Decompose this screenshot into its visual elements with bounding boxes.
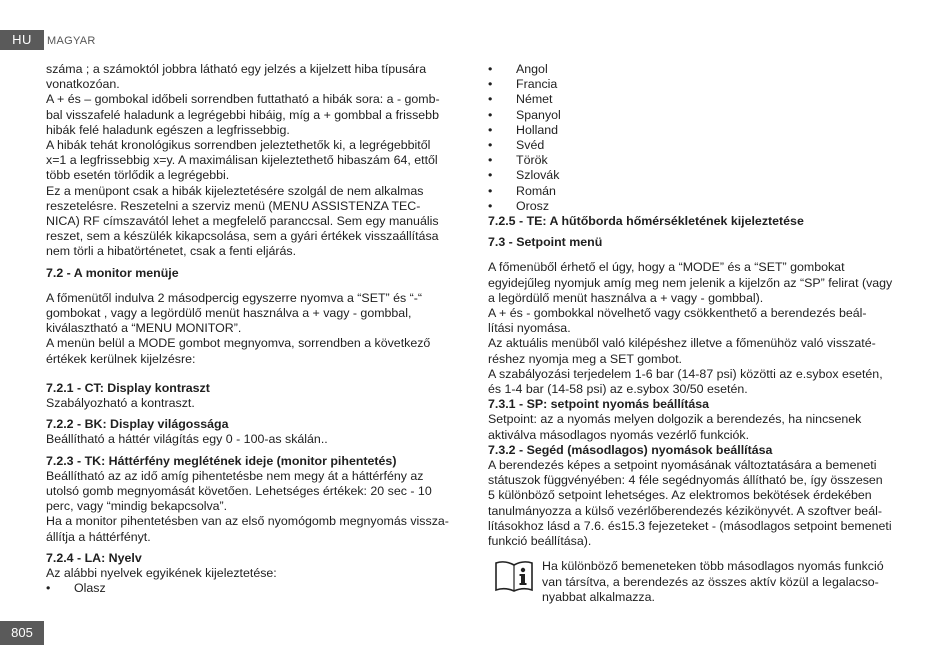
text-line: A hibák tehát kronológikus sorrendben jeleztethetők ki, a legrégebbitől: [46, 138, 431, 153]
section-heading-7-2-2: 7.2.2 - BK: Display világossága: [46, 417, 229, 432]
text-line: lításokhoz lásd a 7.6. és15.3 fejezeteket - (másodlagos setpoint bemeneti: [488, 518, 892, 533]
monitor-menu-paragraph: [46, 291, 462, 367]
page-number: 805: [0, 621, 44, 645]
text-line: reszetelésre. Reszetelni a szerviz menü (MENU ASSISTENZA TEC-: [46, 198, 421, 213]
language-list-left: [46, 581, 462, 596]
text-line: Ha a monitor pihentetésben van az első nyomógomb megnyomás vissza-: [46, 514, 449, 529]
info-book-icon: [494, 559, 534, 593]
text-line: nyabbat alkalmazza.: [542, 589, 655, 604]
right-column: [488, 62, 908, 605]
text-line: a legördülő menüt használva a + vagy - gombbal).: [488, 290, 764, 305]
text-line: A menün belül a MODE gombot megnyomva, sorrendben a következő: [46, 336, 431, 351]
text-line: értékek kerülnek kijelzésre:: [46, 351, 196, 366]
list-item: • Svéd: [488, 138, 908, 153]
text-line: 5 különböző setpoint lehetséges. Az elektromos bekötések érdekében: [488, 488, 872, 503]
text-line: státuszok függvényében: 4 féle segédnyomás állítható be, így összesen: [488, 473, 883, 488]
text-line: egyidejűleg nyomjuk amíg meg nem jelenik a kijelzőn az “SP” felirat (vagy: [488, 275, 893, 290]
text-line: hibák felé haladunk egészen a legfrissebbig.: [46, 122, 290, 137]
list-item: • Spanyol: [488, 108, 908, 123]
text-line: utolsó gomb megnyomását követően. Lehetséges értékek: 20 sec - 10: [46, 484, 432, 499]
text-line: reszet, sem a készülék kikapcsolása, sem a gyári értékek visszaállítása: [46, 229, 439, 244]
list-item: • Román: [488, 184, 908, 199]
text-line: A szabályozási terjedelem 1-6 bar (14-87 psi) közötti az e.sybox esetén,: [488, 366, 883, 381]
text-line: aktiválva másodlagos nyomás vezérlő funkciók.: [488, 427, 750, 442]
info-note: [488, 559, 908, 605]
list-item: • Török: [488, 153, 908, 168]
text-line: A + és - gombokkal növelhető vagy csökkenthető a berendezés beál-: [488, 306, 867, 321]
text-line: Ha különböző bemeneteken több másodlagos nyomás funkció: [542, 559, 884, 574]
text-line: Az alábbi nyelvek egyikének kijeleztetése:: [46, 566, 277, 581]
list-item: • Orosz: [488, 199, 908, 214]
left-column: [46, 62, 462, 597]
section-heading-7-3: 7.3 - Setpoint menü: [488, 235, 603, 250]
text-line: bal visszafelé haladunk a legrégebbi hibáig, míg a + gombbal a frissebb: [46, 107, 439, 122]
text-line: A főmenüből érhető el úgy, hogy a “MODE” és a “SET” gombokat: [488, 260, 845, 275]
language-code-tab: HU: [0, 30, 44, 50]
text-line: x=1 a legfrissebbig x=y. A maximálisan kijeleztethető hibaszám 64, ettől: [46, 153, 438, 168]
section-heading-7-2-3: 7.2.3 - TK: Háttérfény meglétének ideje (monitor pihentetés): [46, 453, 397, 468]
text-line: állítja a háttérfényt.: [46, 529, 151, 544]
text-line: lítási nyomása.: [488, 321, 571, 336]
text-line: A + és – gombokal időbeli sorrendben futtatható a hibák sora: a - gomb-: [46, 92, 440, 107]
text-line: száma ; a számoktól jobbra látható egy jelzés a kijelzett hiba típusára: [46, 62, 427, 76]
intro-paragraph: [46, 62, 462, 260]
text-line: NICA) RF címszavától lehet a megfelelő paranccsal. Sem egy manuális: [46, 214, 439, 229]
setpoint-menu-paragraph: [488, 260, 908, 397]
secondary-pressure-paragraph: [488, 458, 908, 549]
text-line: A berendezés képes a setpoint nyomásának változtatására a bemeneti: [488, 458, 877, 473]
section-heading-7-2-5: 7.2.5 - TE: A hűtőborda hőmérsékletének kijeleztetése: [488, 214, 804, 229]
text-line: réshez nyomja meg a SET gombot.: [488, 351, 682, 366]
text-line: perc, vagy “mindig bekapcsolva”.: [46, 499, 228, 514]
section-heading-7-2: 7.2 - A monitor menüje: [46, 265, 179, 280]
text-line: Beállítható az az idő amíg pihentetésbe nem megy át a háttérfény az: [46, 468, 424, 483]
text-line: van társítva, a berendezés az összes aktív közül a legalacso-: [542, 574, 879, 589]
text-line: több esetén törlődik a legrégebbi.: [46, 168, 230, 183]
text-line: nem törli a hibatörténetet, csak a fenti eljárás.: [46, 244, 297, 259]
section-heading-7-2-4: 7.2.4 - LA: Nyelv: [46, 550, 142, 565]
note-text: [542, 559, 908, 605]
text-line: vonatkozóan.: [46, 77, 120, 92]
list-item: • Szlovák: [488, 168, 908, 183]
language-name: MAGYAR: [47, 35, 96, 47]
text-line: Beállítható a háttér világítás egy 0 - 100-as skálán..: [46, 432, 328, 447]
text-line: gombokat , vagy a legördülő menüt használva a + vagy - gombbal,: [46, 306, 412, 321]
text-line: A főmenütől indulva 2 másodpercig egyszerre nyomva a “SET” és “-“: [46, 290, 423, 305]
list-item: • Olasz: [46, 581, 462, 596]
text-line: Ez a menüpont csak a hibák kijeleztetésére szolgál de nem alkalmas: [46, 183, 424, 198]
language-list-right: [488, 62, 908, 214]
text-line: és 1-4 bar (14-58 psi) az e.sybox 30/50 esetén.: [488, 382, 748, 397]
text-line: Szabályozható a kontraszt.: [46, 396, 195, 411]
text-line: Setpoint: az a nyomás melyen dolgozik a berendezés, ha nincsenek: [488, 412, 862, 427]
section-heading-7-3-1: 7.3.1 - SP: setpoint nyomás beállítása: [488, 397, 710, 412]
list-item: • Német: [488, 92, 908, 107]
text-line: Az aktuális menüből való kilépéshez illetve a főmenühöz való visszaté-: [488, 336, 876, 351]
section-heading-7-3-2: 7.3.2 - Segéd (másodlagos) nyomások beállítása: [488, 442, 773, 457]
list-item: • Francia: [488, 77, 908, 92]
backlight-paragraph: [46, 469, 462, 545]
text-line: kiválasztható a “MENU MONITOR”.: [46, 321, 242, 336]
text-line: funkció beállítása).: [488, 534, 592, 549]
list-item: • Holland: [488, 123, 908, 138]
list-item: • Angol: [488, 62, 908, 77]
text-line: tanulmányozza a külső vezérlőberendezés kézikönyvét. A szoftver beál-: [488, 503, 882, 518]
section-heading-7-2-1: 7.2.1 - CT: Display kontraszt: [46, 380, 210, 395]
